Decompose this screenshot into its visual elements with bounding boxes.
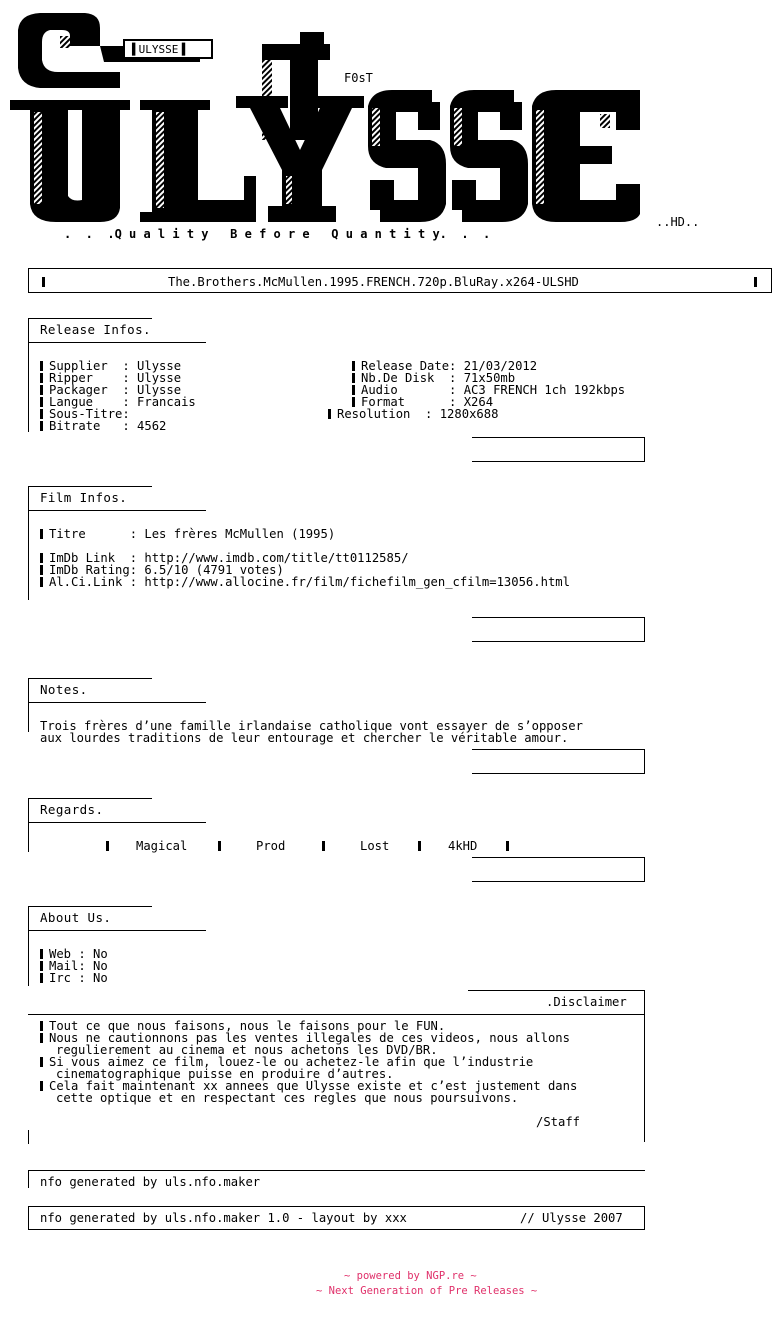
disclaimer-top-rule (468, 990, 645, 991)
disclaimer-p4a: Cela fait maintenant xx annees que Ulysse existe et c’est justement dans (40, 1080, 577, 1092)
notes-top-rule (28, 678, 152, 679)
info-format: Format : X264 (352, 396, 493, 408)
notes-left-rule (28, 678, 29, 702)
info-bitrate: Bitrate : 4562 (40, 420, 166, 432)
logo-hd-tag: ..HD.. (656, 215, 700, 229)
regards-title: Regards. (40, 802, 104, 817)
disclaimer-bottom-rule (28, 1014, 645, 1015)
regards-item-prod: Prod (256, 839, 286, 853)
about-mail: Mail: No (40, 960, 108, 972)
release-infos-end-bracket (472, 437, 645, 462)
notes-body-rule (28, 702, 29, 732)
disclaimer-body-rule (644, 1014, 645, 1142)
regards-end-bracket (472, 857, 645, 882)
info-resolution: Resolution : 1280x688 (328, 408, 498, 420)
regards-top-rule (28, 798, 152, 799)
notes-end-bracket (472, 749, 645, 774)
powered-by-tagline: ~ Next Generation of Pre Releases ~ (316, 1285, 538, 1297)
logo-badge: ▌ULYSSE▐ (132, 43, 185, 56)
disclaimer-p3b: cinematographique puisse en produire d’autres. (56, 1067, 394, 1081)
release-bar-right-block (754, 277, 757, 287)
disclaimer-title: .Disclaimer (546, 995, 627, 1009)
film-infos-top-rule (28, 486, 152, 487)
regards-separator (418, 841, 421, 851)
release-infos-top-rule (28, 318, 152, 319)
about-us-title: About Us. (40, 910, 112, 925)
logo-tagline: . . .Q u a l i t y B e f o r e Q u a n t i t y. . . (64, 227, 491, 241)
regards-bottom-rule (28, 822, 206, 823)
film-imdb-link[interactable]: ImDb Link : http://www.imdb.com/title/tt0112585/ (40, 552, 409, 564)
info-audio: Audio : AC3 FRENCH 1ch 192kbps (352, 384, 625, 396)
release-infos-body-rule (28, 342, 29, 432)
regards-separator (322, 841, 325, 851)
regards-item-magical: Magical (136, 839, 188, 853)
generated-short: nfo generated by uls.nfo.maker (40, 1175, 261, 1189)
disclaimer-p4b: cette optique et en respectant ces regles que nous poursuivons. (56, 1091, 519, 1105)
disclaimer-p2a: Nous ne cautionnons pas les ventes illegales de ces videos, nous allons (40, 1032, 570, 1044)
generated-long: nfo generated by uls.nfo.maker 1.0 - layout by xxx (40, 1211, 407, 1225)
release-name: The.Brothers.McMullen.1995.FRENCH.720p.BluRay.x264-ULSHD (168, 275, 579, 289)
release-infos-bottom-rule (28, 342, 206, 343)
film-infos-title: Film Infos. (40, 490, 128, 505)
film-imdb-rating: ImDb Rating: 6.5/10 (4791 votes) (40, 564, 284, 576)
film-allocine-link[interactable]: Al.Ci.Link : http://www.allocine.fr/film/fichefilm_gen_cfilm=13056.html (40, 576, 570, 588)
info-langue: Langue : Francais (40, 396, 196, 408)
info-nb-disk: Nb.De Disk : 71x50mb (352, 372, 515, 384)
notes-title: Notes. (40, 682, 88, 697)
release-bar-left-block (42, 277, 45, 287)
info-packager: Packager : Ulysse (40, 384, 181, 396)
film-infos-left-rule (28, 486, 29, 510)
about-top-rule (28, 906, 152, 907)
film-infos-body-rule (28, 510, 29, 600)
generated-short-left-rule (28, 1170, 29, 1188)
info-release-date: Release Date: 21/03/2012 (352, 360, 537, 372)
regards-item-lost: Lost (360, 839, 390, 853)
about-body-rule (28, 930, 29, 986)
about-bottom-rule (28, 930, 206, 931)
notes-line-2: aux lourdes traditions de leur entourage et chercher le véritable amour. (40, 731, 569, 745)
release-infos-title: Release Infos. (40, 322, 151, 337)
film-infos-end-bracket (472, 617, 645, 642)
regards-separator (506, 841, 509, 851)
film-titre: Titre : Les frères McMullen (1995) (40, 528, 335, 540)
disclaimer-p3a: Si vous aimez ce film, louez-le ou achetez-le afin que l’industrie (40, 1056, 533, 1068)
powered-by-line[interactable]: ~ powered by NGP.re ~ (344, 1270, 477, 1282)
generated-group-year: // Ulysse 2007 (520, 1211, 623, 1225)
disclaimer-p2b: regulierement au cinema et nous achetons les DVD/BR. (56, 1043, 438, 1057)
release-infos-left-rule (28, 318, 29, 342)
disclaimer-p1: Tout ce que nous faisons, nous le faisons pour le FUN. (40, 1020, 445, 1032)
disclaimer-right-rule (644, 990, 645, 1014)
regards-left-rule (28, 798, 29, 822)
regards-separator (218, 841, 221, 851)
ulysse-ascii-logo (0, 0, 784, 250)
info-sous-titre: Sous-Titre: (40, 408, 130, 420)
info-ripper: Ripper : Ulysse (40, 372, 181, 384)
regards-body-rule (28, 822, 29, 852)
about-left-rule (28, 906, 29, 930)
notes-line-1: Trois frères d’une famille irlandaise catholique vont essayer de s’opposer (40, 719, 583, 733)
logo-fost-tag: F0sT (344, 71, 373, 85)
film-infos-bottom-rule (28, 510, 206, 511)
about-web: Web : No (40, 948, 108, 960)
info-supplier: Supplier : Ulysse (40, 360, 181, 372)
regards-separator (106, 841, 109, 851)
notes-bottom-rule (28, 702, 206, 703)
regards-item-4khd: 4kHD (448, 839, 478, 853)
about-irc: Irc : No (40, 972, 108, 984)
generated-short-top-rule (28, 1170, 645, 1171)
disclaimer-signature: /Staff (536, 1115, 581, 1129)
disclaimer-left-tick (28, 1130, 29, 1144)
